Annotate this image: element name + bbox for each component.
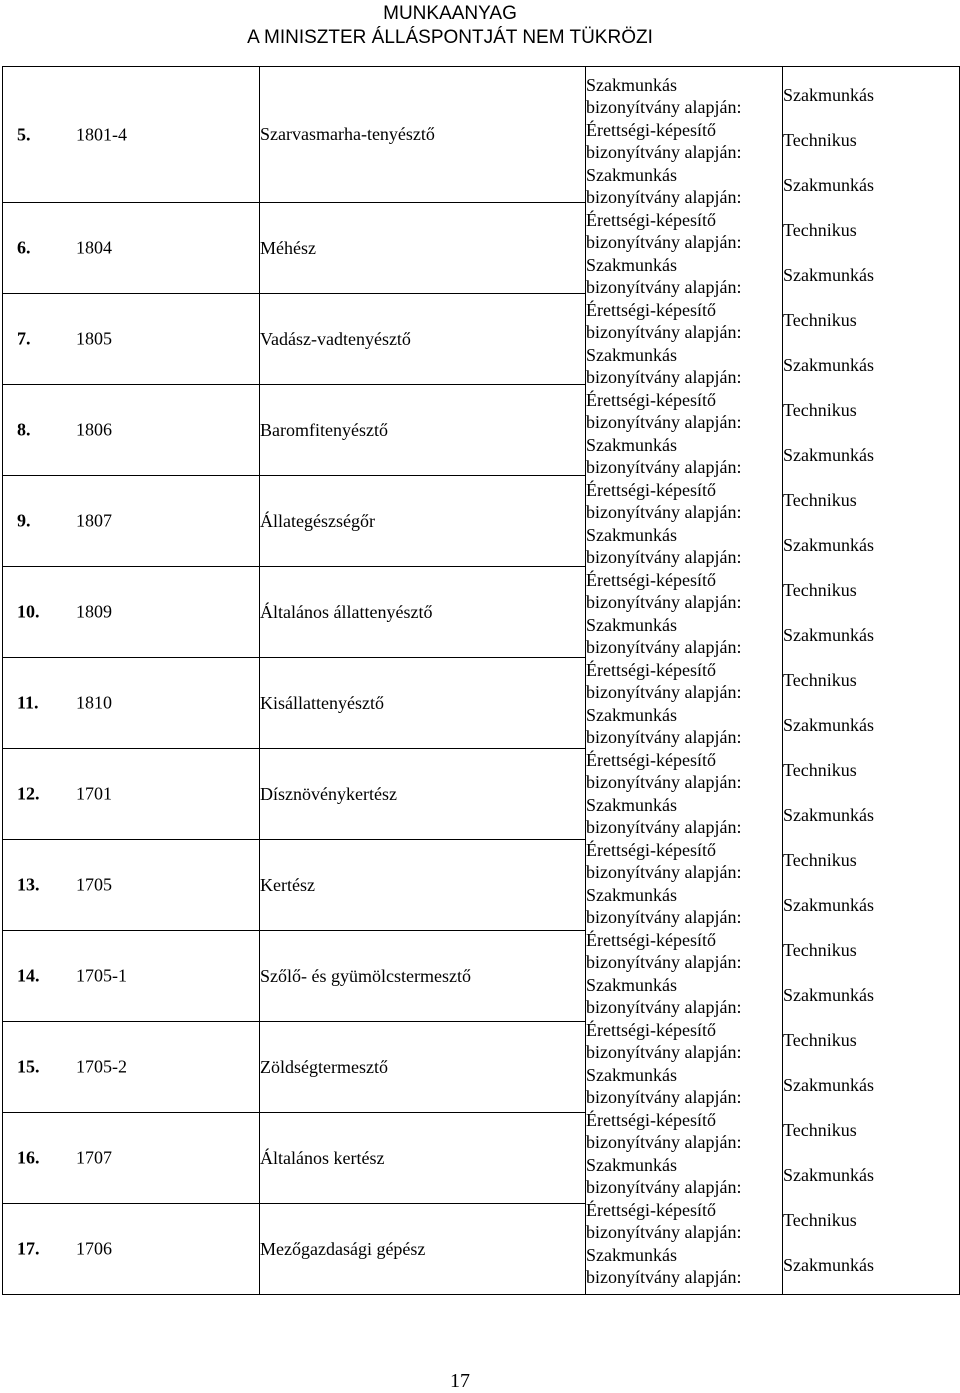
basis-line-2: bizonyítvány alapján: — [586, 636, 742, 657]
basis-line-2: bizonyítvány alapján: — [586, 321, 742, 342]
basis-erettsegi — [586, 1018, 782, 1063]
basis-szakmunkas — [586, 613, 782, 658]
basis-line-2: bizonyítvány alapján: — [586, 1176, 742, 1197]
basis-line-1: Szakmunkás — [586, 1244, 677, 1265]
qualification-name: Baromfitenyésztő — [260, 385, 586, 476]
row-number-code-cell — [3, 385, 260, 476]
row-number: 7. — [17, 328, 31, 349]
row-number-code-cell — [3, 67, 260, 203]
basis-szakmunkas — [586, 433, 782, 478]
basis-line-1: Szakmunkás — [586, 974, 677, 995]
basis-line-1: Érettségi-képesítő — [586, 209, 716, 230]
basis-erettsegi — [586, 838, 782, 883]
level-technikus: Technikus — [783, 1210, 857, 1230]
basis-line-2: bizonyítvány alapján: — [586, 771, 742, 792]
basis-line-2: bizonyítvány alapján: — [586, 861, 742, 882]
basis-erettsegi — [586, 748, 782, 793]
row-number: 9. — [17, 510, 31, 531]
qualification-code: 1806 — [76, 419, 112, 440]
qualification-code: 1705-2 — [76, 1056, 127, 1077]
qualification-name: Kertész — [260, 840, 586, 931]
qualification-name: Mezőgazdasági gépész — [260, 1204, 586, 1295]
qualification-name: Kisállattenyésztő — [260, 658, 586, 749]
basis-szakmunkas — [586, 163, 782, 208]
basis-szakmunkas — [586, 1063, 782, 1108]
level-technikus: Technikus — [783, 760, 857, 780]
basis-line-2: bizonyítvány alapján: — [586, 726, 742, 747]
level-technikus: Technikus — [783, 400, 857, 420]
level-szakmunkas: Szakmunkás — [783, 445, 874, 465]
basis-line-1: Érettségi-képesítő — [586, 299, 716, 320]
qualification-code: 1707 — [76, 1147, 112, 1168]
basis-line-1: Szakmunkás — [586, 1154, 677, 1175]
row-number-code-cell — [3, 1022, 260, 1113]
basis-erettsegi — [586, 478, 782, 523]
basis-szakmunkas — [586, 73, 782, 118]
row-number-code-cell — [3, 749, 260, 840]
basis-erettsegi — [586, 658, 782, 703]
level-column — [783, 67, 960, 1295]
qualification-name: Általános kertész — [260, 1113, 586, 1204]
basis-line-1: Érettségi-képesítő — [586, 389, 716, 410]
row-number: 5. — [17, 124, 31, 144]
row-number: 15. — [17, 1056, 40, 1077]
basis-szakmunkas — [586, 1153, 782, 1198]
level-szakmunkas: Szakmunkás — [783, 805, 874, 825]
qualification-code: 1807 — [76, 510, 112, 531]
basis-line-2: bizonyítvány alapján: — [586, 951, 742, 972]
basis-line-1: Szakmunkás — [586, 704, 677, 725]
page-number: 17 — [450, 1370, 470, 1392]
basis-line-1: Érettségi-képesítő — [586, 119, 716, 140]
basis-line-1: Érettségi-képesítő — [586, 1199, 716, 1220]
entry-basis-column — [586, 67, 783, 1295]
level-szakmunkas: Szakmunkás — [783, 985, 874, 1005]
basis-erettsegi — [586, 928, 782, 973]
basis-line-1: Szakmunkás — [586, 524, 677, 545]
row-number-code-cell — [3, 567, 260, 658]
level-szakmunkas: Szakmunkás — [783, 625, 874, 645]
qualification-name: Méhész — [260, 203, 586, 294]
basis-line-1: Szakmunkás — [586, 344, 677, 365]
basis-line-1: Szakmunkás — [586, 74, 677, 95]
qualification-name: Szőlő- és gyümölcstermesztő — [260, 931, 586, 1022]
level-szakmunkas: Szakmunkás — [783, 85, 874, 105]
basis-line-1: Szakmunkás — [586, 1064, 677, 1085]
qualification-code: 1705-1 — [76, 965, 127, 986]
basis-line-1: Érettségi-képesítő — [586, 1109, 716, 1130]
basis-line-2: bizonyítvány alapján: — [586, 276, 742, 297]
qualification-name: Állategészségőr — [260, 476, 586, 567]
basis-line-2: bizonyítvány alapján: — [586, 366, 742, 387]
basis-szakmunkas — [586, 523, 782, 568]
qualification-name: Dísznövénykertész — [260, 749, 586, 840]
qualification-name: Szarvasmarha-tenyésztő — [260, 67, 586, 203]
qualification-code: 1705 — [76, 874, 112, 895]
level-szakmunkas: Szakmunkás — [783, 175, 874, 195]
basis-szakmunkas — [586, 793, 782, 838]
qualification-code: 1701 — [76, 783, 112, 804]
row-number: 13. — [17, 874, 40, 895]
row-number: 11. — [17, 692, 39, 713]
basis-erettsegi — [586, 298, 782, 343]
basis-line-2: bizonyítvány alapján: — [586, 546, 742, 567]
level-szakmunkas: Szakmunkás — [783, 895, 874, 915]
level-technikus: Technikus — [783, 130, 857, 150]
qualification-code: 1801-4 — [76, 124, 127, 144]
row-number-code-cell — [3, 476, 260, 567]
basis-line-1: Érettségi-képesítő — [586, 749, 716, 770]
level-szakmunkas: Szakmunkás — [783, 715, 874, 735]
basis-line-2: bizonyítvány alapján: — [586, 186, 742, 207]
row-number: 16. — [17, 1147, 40, 1168]
row-number: 8. — [17, 419, 31, 440]
level-technikus: Technikus — [783, 1120, 857, 1140]
level-szakmunkas: Szakmunkás — [783, 265, 874, 285]
qualification-code: 1805 — [76, 328, 112, 349]
qualification-name: Zöldségtermesztő — [260, 1022, 586, 1113]
table-body — [3, 67, 960, 1295]
basis-line-1: Szakmunkás — [586, 164, 677, 185]
row-number-code-cell — [3, 203, 260, 294]
qualification-table — [2, 66, 960, 1295]
basis-line-1: Szakmunkás — [586, 434, 677, 455]
basis-line-2: bizonyítvány alapján: — [586, 1221, 742, 1242]
basis-line-2: bizonyítvány alapján: — [586, 96, 742, 117]
qualification-name: Általános állattenyésztő — [260, 567, 586, 658]
basis-line-1: Érettségi-képesítő — [586, 479, 716, 500]
level-technikus: Technikus — [783, 1030, 857, 1050]
basis-line-1: Érettségi-képesítő — [586, 659, 716, 680]
basis-line-1: Szakmunkás — [586, 254, 677, 275]
level-szakmunkas: Szakmunkás — [783, 1165, 874, 1185]
level-technikus: Technikus — [783, 850, 857, 870]
basis-line-1: Érettségi-képesítő — [586, 929, 716, 950]
basis-line-2: bizonyítvány alapján: — [586, 1131, 742, 1152]
qualification-code: 1804 — [76, 237, 112, 258]
basis-line-1: Érettségi-képesítő — [586, 1019, 716, 1040]
basis-erettsegi — [586, 568, 782, 613]
row-number-code-cell — [3, 1204, 260, 1295]
level-technikus: Technikus — [783, 670, 857, 690]
basis-line-2: bizonyítvány alapján: — [586, 1266, 742, 1287]
basis-line-1: Érettségi-képesítő — [586, 569, 716, 590]
basis-szakmunkas — [586, 343, 782, 388]
header-line-2: A MINISZTER ÁLLÁSPONTJÁT NEM TÜKRÖZI — [247, 27, 653, 48]
document-header — [200, 2, 700, 50]
level-szakmunkas: Szakmunkás — [783, 1075, 874, 1095]
basis-line-2: bizonyítvány alapján: — [586, 996, 742, 1017]
row-number: 17. — [17, 1238, 40, 1259]
basis-szakmunkas — [586, 253, 782, 298]
basis-line-2: bizonyítvány alapján: — [586, 1086, 742, 1107]
level-technikus: Technikus — [783, 940, 857, 960]
basis-erettsegi — [586, 208, 782, 253]
basis-erettsegi — [586, 1108, 782, 1153]
level-szakmunkas: Szakmunkás — [783, 355, 874, 375]
row-number-code-cell — [3, 658, 260, 749]
basis-szakmunkas — [586, 703, 782, 748]
level-technikus: Technikus — [783, 580, 857, 600]
basis-line-2: bizonyítvány alapján: — [586, 816, 742, 837]
row-number: 14. — [17, 965, 40, 986]
basis-szakmunkas — [586, 883, 782, 928]
basis-line-2: bizonyítvány alapján: — [586, 681, 742, 702]
basis-line-1: Szakmunkás — [586, 884, 677, 905]
row-number-code-cell — [3, 1113, 260, 1204]
basis-line-2: bizonyítvány alapján: — [586, 231, 742, 252]
row-number-code-cell — [3, 294, 260, 385]
level-szakmunkas: Szakmunkás — [783, 535, 874, 555]
basis-erettsegi — [586, 388, 782, 433]
basis-line-1: Szakmunkás — [586, 794, 677, 815]
basis-line-2: bizonyítvány alapján: — [586, 456, 742, 477]
qualification-name: Vadász-vadtenyésztő — [260, 294, 586, 385]
basis-szakmunkas — [586, 1243, 782, 1288]
qualification-code: 1809 — [76, 601, 112, 622]
row-number-code-cell — [3, 840, 260, 931]
basis-line-2: bizonyítvány alapján: — [586, 411, 742, 432]
basis-line-2: bizonyítvány alapján: — [586, 906, 742, 927]
level-technikus: Technikus — [783, 310, 857, 330]
table-row — [3, 67, 960, 203]
row-number-code-cell — [3, 931, 260, 1022]
basis-szakmunkas — [586, 973, 782, 1018]
basis-line-2: bizonyítvány alapján: — [586, 1041, 742, 1062]
header-line-1: MUNKAANYAG — [383, 3, 517, 24]
basis-line-2: bizonyítvány alapján: — [586, 591, 742, 612]
row-number: 6. — [17, 237, 31, 258]
row-number: 12. — [17, 783, 40, 804]
basis-erettsegi — [586, 1198, 782, 1243]
qualification-code: 1810 — [76, 692, 112, 713]
basis-line-2: bizonyítvány alapján: — [586, 501, 742, 522]
basis-line-2: bizonyítvány alapján: — [586, 141, 742, 162]
basis-line-1: Szakmunkás — [586, 614, 677, 635]
basis-line-1: Érettségi-képesítő — [586, 839, 716, 860]
level-technikus: Technikus — [783, 220, 857, 240]
row-number: 10. — [17, 601, 40, 622]
level-technikus: Technikus — [783, 490, 857, 510]
basis-erettsegi — [586, 118, 782, 163]
level-szakmunkas: Szakmunkás — [783, 1255, 874, 1275]
qualification-code: 1706 — [76, 1238, 112, 1259]
